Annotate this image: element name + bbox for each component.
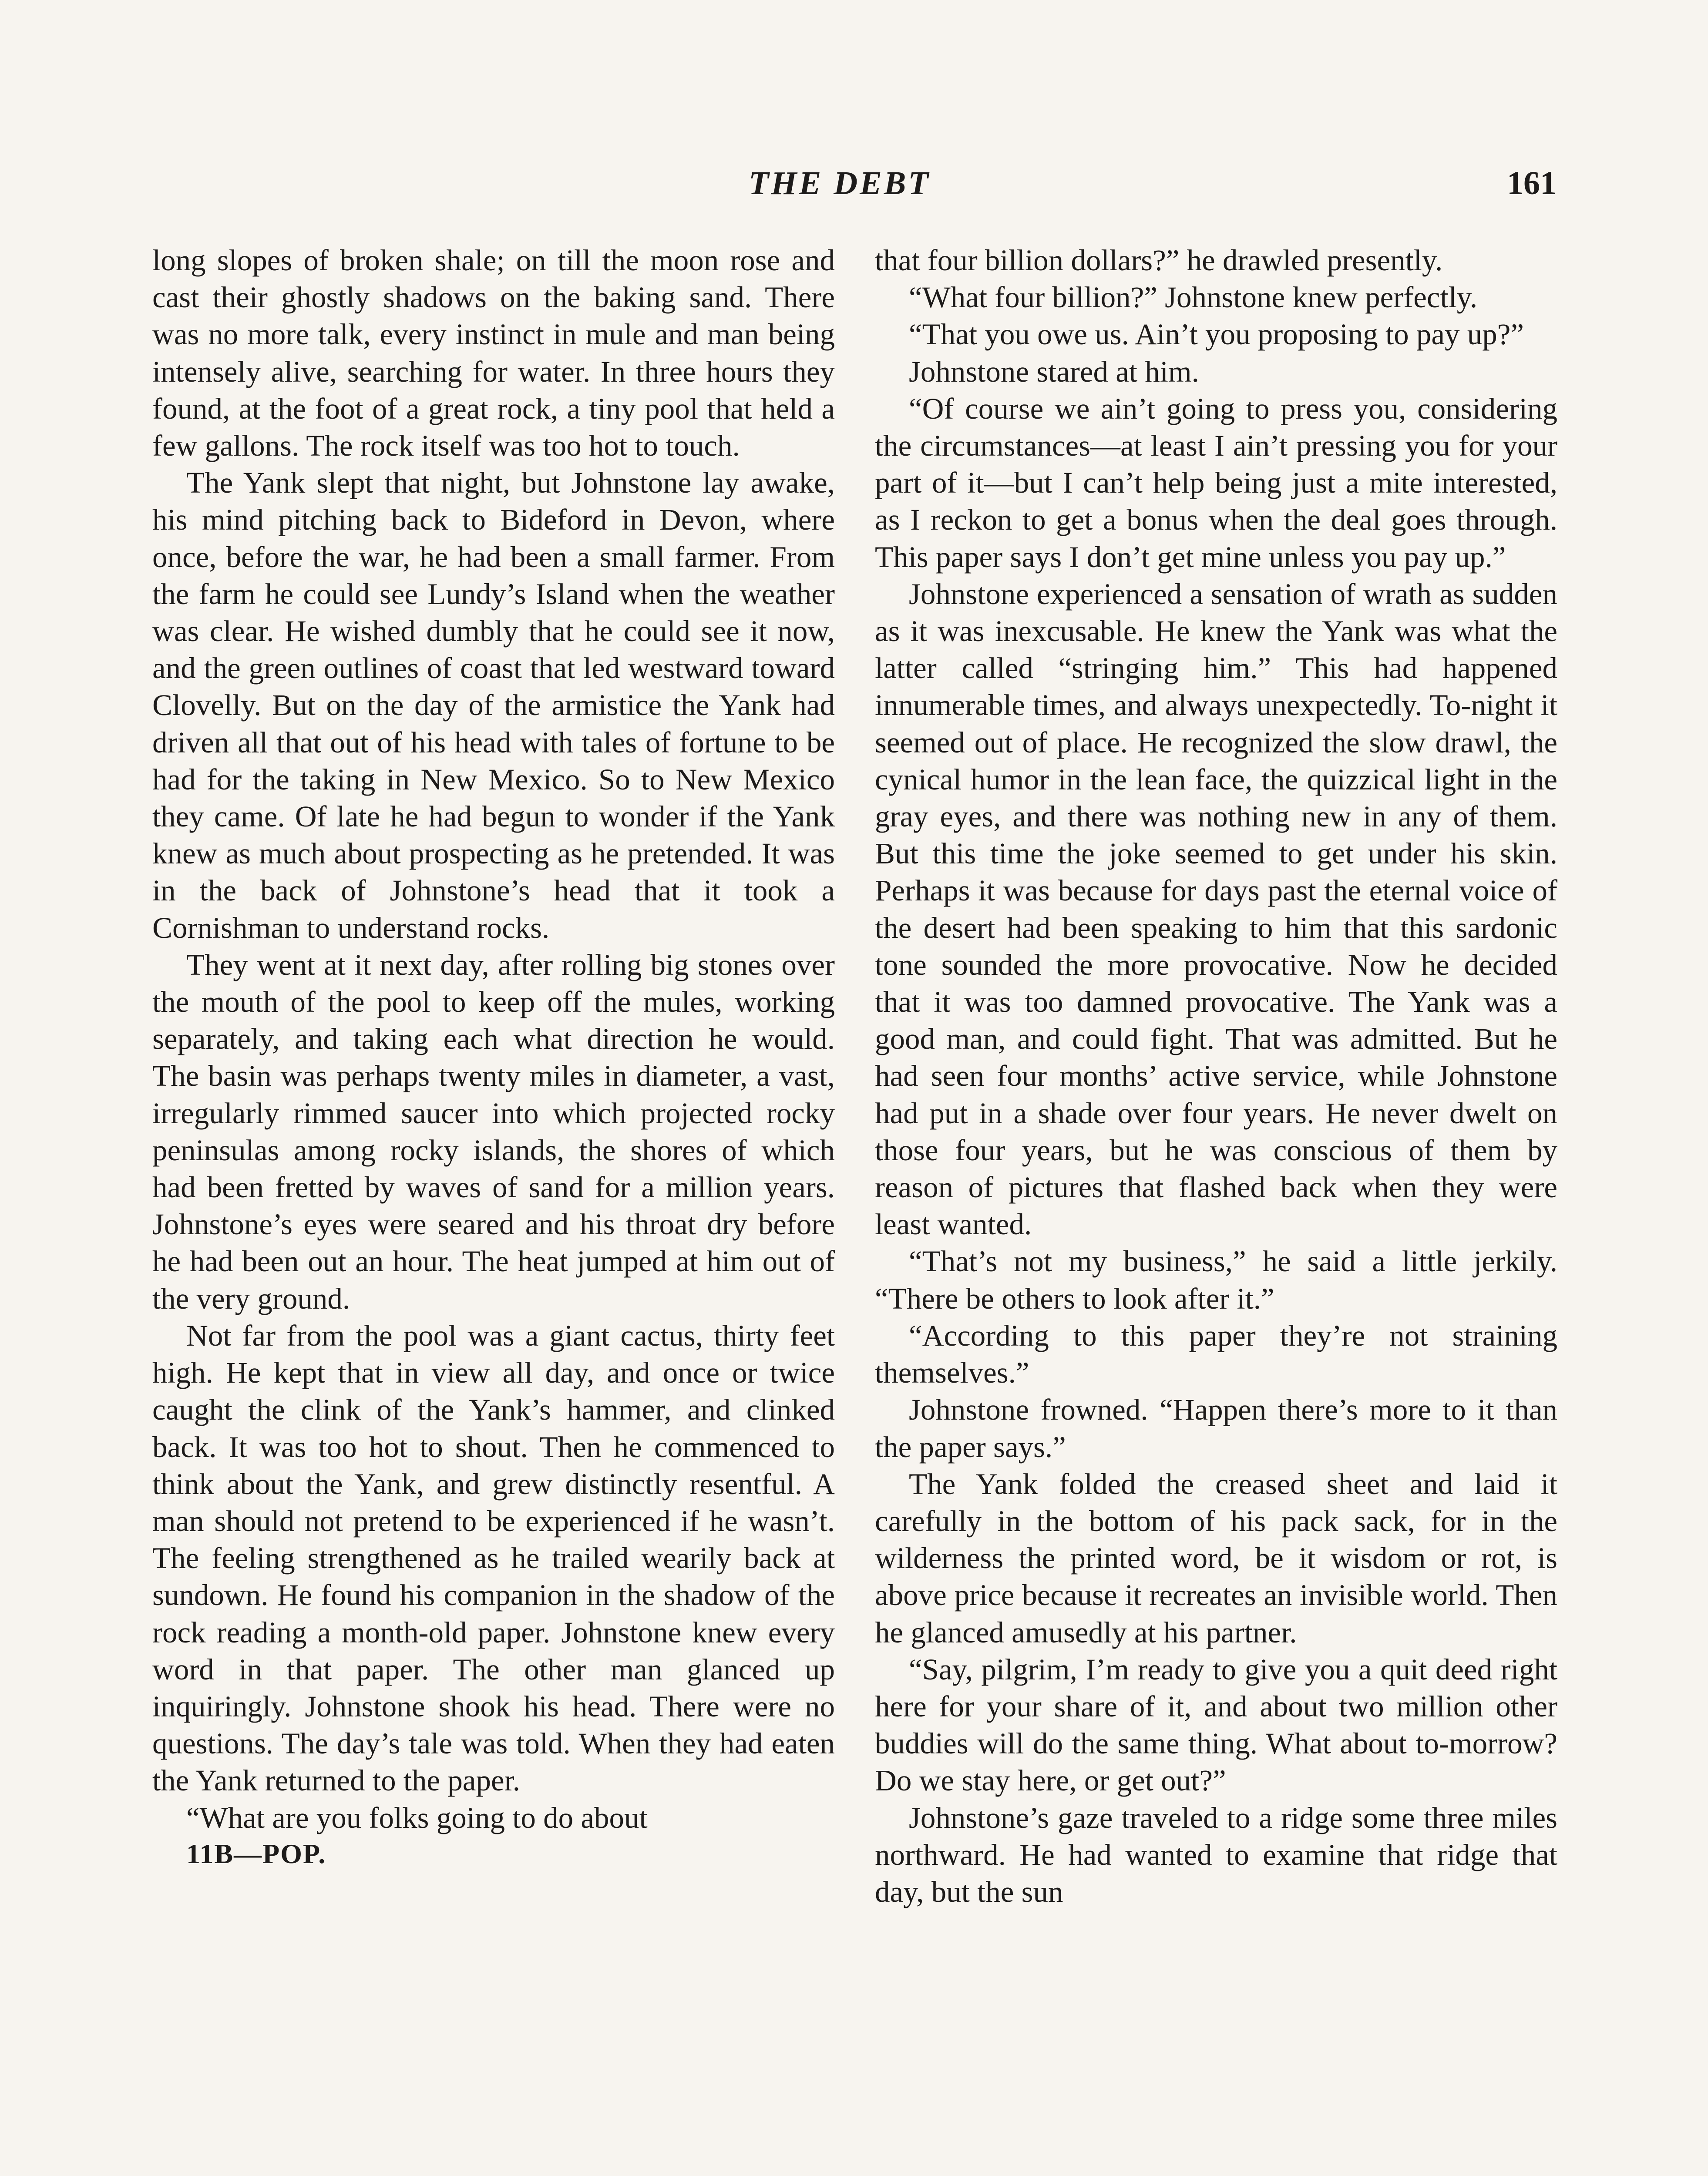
paragraph: “According to this paper they’re not straining themselves.” xyxy=(875,1319,1557,1390)
paragraph: Johnstone stared at him. xyxy=(909,355,1199,388)
paragraph: “What are you folks going to do about xyxy=(186,1801,648,1834)
running-header xyxy=(0,165,1708,212)
paragraph: “What four billion?” Johnstone knew perfectly. xyxy=(909,281,1478,314)
paragraph: “That you owe us. Ain’t you proposing to pay up?” xyxy=(909,318,1524,351)
paragraph: Johnstone experienced a sensation of wrath as sudden as it was inexcusable. He knew the Yank was what the latter called “stringing him.” This had happened innumerable times, and always unexpectedly. To-night it seemed out of place. He recognized the slow drawl, the cynical humor in the lean face, the quizzical light in the gray eyes, and there was nothing new in any of them. But this time the joke seemed to get under his skin. Perhaps it was because for days past the eternal voice of the desert had been speaking to him that this sardonic tone sounded the more provocative. Now he decided that it was too damned provocative. The Yank was a good man, and could fight. That was admitted. But he had seen four months’ active service, while Johnstone had put in a shade over four years. He never dwelt on those four years, but he was conscious of them by reason of pictures that flashed back when they were least wanted. xyxy=(875,577,1557,1241)
paragraph: that four billion dollars?” he drawled presently. xyxy=(875,244,1443,277)
left-column xyxy=(152,242,835,1871)
paragraph: Johnstone’s gaze traveled to a ridge some three miles northward. He had wanted to examine that ridge that day, but the sun xyxy=(875,1801,1557,1908)
page-number: 161 xyxy=(1507,165,1557,201)
paragraph: long slopes of broken shale; on till the moon rose and cast their ghostly shadows on the baking sand. There was no more talk, every instinct in mule and man being intensely alive, searching for water. In three hours they found, at the foot of a great rock, a tiny pool that held a few gallons. The rock itself was too hot to touch. xyxy=(152,244,835,463)
signature-mark: 11B—POP. xyxy=(186,1838,326,1869)
paragraph: The Yank folded the creased sheet and laid it carefully in the bottom of his pack sack, for in the wilderness the printed word, be it wisdom or rot, is above price because it recreates an invisible world. Then he glanced amusedly at his partner. xyxy=(875,1467,1557,1649)
paragraph: The Yank slept that night, but Johnstone lay awake, his mind pitching back to Bideford in Devon, where once, before the war, he had been a small farmer. From the farm he could see Lundy’s Island when the weather was clear. He wished dumbly that he could see it now, and the green outlines of coast that led westward toward Clovelly. But on the day of the armistice the Yank had driven all that out of his head with tales of fortune to be had for the taking in New Mexico. So to New Mexico they came. Of late he had begun to wonder if the Yank knew as much about prospecting as he pretended. It was in the back of Johnstone’s head that it took a Cornishman to understand rocks. xyxy=(152,466,835,944)
right-column xyxy=(875,242,1557,1911)
paragraph: They went at it next day, after rolling big stones over the mouth of the pool to keep off the mules, working separately, and taking each what direction he would. The basin was perhaps twenty miles in diameter, a vast, irregularly rimmed saucer into which projected rocky peninsulas among rocky islands, the shores of which had been fretted by waves of sand for a million years. Johnstone’s eyes were seared and his throat dry before he had been out an hour. The heat jumped at him out of the very ground. xyxy=(152,948,835,1315)
paragraph: Johnstone frowned. “Happen there’s more to it than the paper says.” xyxy=(875,1393,1557,1464)
running-title: THE DEBT xyxy=(749,165,931,201)
paragraph: “Say, pilgrim, I’m ready to give you a quit deed right here for your share of it, and about two million other buddies will do the same thing. What about to-morrow? Do we stay here, or get out?” xyxy=(875,1652,1557,1797)
paragraph: “That’s not my business,” he said a little jerkily. “There be others to look after it.” xyxy=(875,1245,1557,1315)
paragraph: “Of course we ain’t going to press you, considering the circumstances—at least I ain’t pressing you for your part of it—but I can’t help being just a mite interested, as I reckon to get a bonus when the deal goes through. This paper says I don’t get mine unless you pay up.” xyxy=(875,392,1557,574)
paragraph: Not far from the pool was a giant cactus, thirty feet high. He kept that in view all day, and once or twice caught the clink of the Yank’s hammer, and clinked back. It was too hot to shout. Then he commenced to think about the Yank, and grew distinctly resentful. A man should not pretend to be experienced if he wasn’t. The feeling strengthened as he trailed wearily back at sundown. He found his companion in the shadow of the rock reading a month-old paper. Johnstone knew every word in that paper. The other man glanced up inquiringly. Johnstone shook his head. There were no questions. The day’s tale was told. When they had eaten the Yank returned to the paper. xyxy=(152,1319,835,1797)
